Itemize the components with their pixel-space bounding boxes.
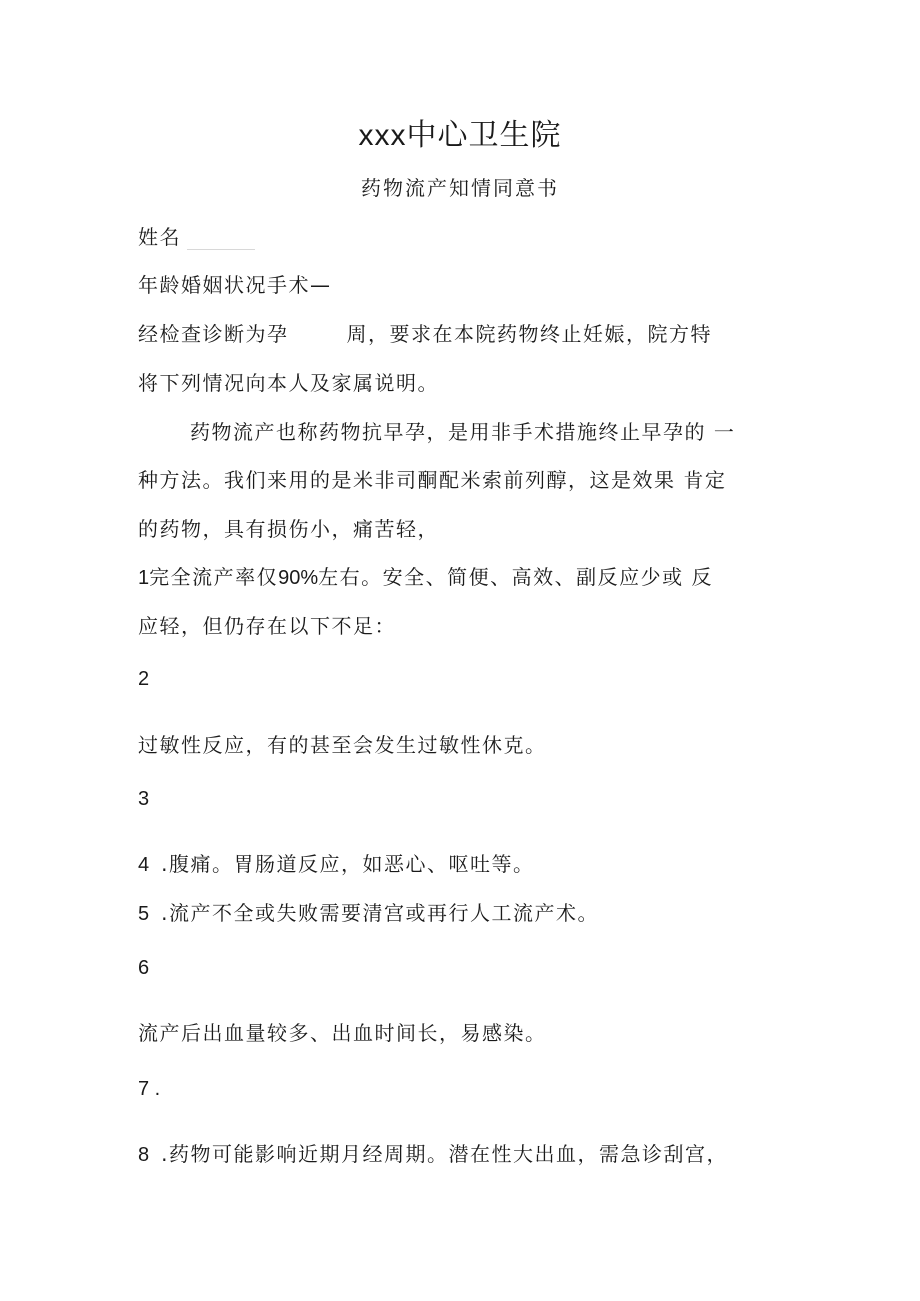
- name-label: 姓名: [138, 225, 181, 249]
- item-4-line: [138, 851, 534, 878]
- age-marital-line: 年龄婚姻状况手术—: [138, 273, 332, 297]
- item-1-line-1: [138, 564, 713, 591]
- item-8-line: [138, 1141, 728, 1168]
- name-blank: [187, 229, 255, 250]
- name-field-line: [138, 224, 255, 250]
- document-subtitle: 药物流产知情同意书: [361, 176, 559, 200]
- title-chinese: 中心卫生院: [406, 118, 562, 153]
- item-4-number: 4: [138, 854, 150, 876]
- item-4-text: .腹痛。胃肠道反应，如恶心、呕吐等。: [161, 852, 535, 876]
- diagnosis-line-1: [138, 321, 712, 347]
- item-1-percent: 90%: [278, 567, 319, 589]
- item-5-line: [138, 900, 599, 927]
- diagnosis-line-2: 将下列情况向本人及家属说明。: [138, 371, 439, 395]
- item-8-text: .药物可能影响近期月经周期。潜在性大出血，需急诊刮宫，: [161, 1142, 728, 1166]
- document-title: [0, 116, 920, 156]
- intro-line-1: [138, 419, 735, 445]
- item-1-text-a: 完全流产率仅: [149, 565, 279, 589]
- intro-line-3: 的药物，具有损伤小，痛苦轻，: [138, 517, 439, 541]
- item-7-line: [138, 1075, 160, 1102]
- diagnosis-part-2: 周，要求在本院药物终止妊娠，院方特: [346, 322, 712, 346]
- item-6-number: 6: [138, 957, 150, 979]
- item-3-number: 3: [138, 788, 150, 810]
- item-1-number: 1: [138, 567, 150, 589]
- intro-line-1-text: 药物流产也称药物抗早孕，是用非手术措施终止早孕的 一: [190, 420, 736, 444]
- item-1-line-2: 应轻，但仍存在以下不足：: [138, 614, 396, 638]
- diagnosis-part-1: 经检查诊断为孕: [138, 322, 289, 346]
- item-1-text-b: 左右。安全、简便、高效、副反应少或 反: [318, 565, 714, 589]
- item-7-text: .: [149, 1078, 161, 1100]
- item-5-number: 5: [138, 903, 150, 925]
- intro-line-2: 种方法。我们来用的是米非司酮配米索前列醇，这是效果 肯定: [138, 468, 727, 492]
- item-2-number: 2: [138, 668, 150, 690]
- item-8-number: 8: [138, 1144, 150, 1166]
- item-5-text: .流产不全或失败需要清宫或再行人工流产术。: [161, 901, 599, 925]
- title-latin: xxx: [358, 119, 407, 152]
- item-7-number: 7: [138, 1078, 150, 1100]
- item-6-text: 流产后出血量较多、出血时间长，易感染。: [138, 1021, 547, 1045]
- item-2-text: 过敏性反应，有的甚至会发生过敏性休克。: [138, 733, 547, 757]
